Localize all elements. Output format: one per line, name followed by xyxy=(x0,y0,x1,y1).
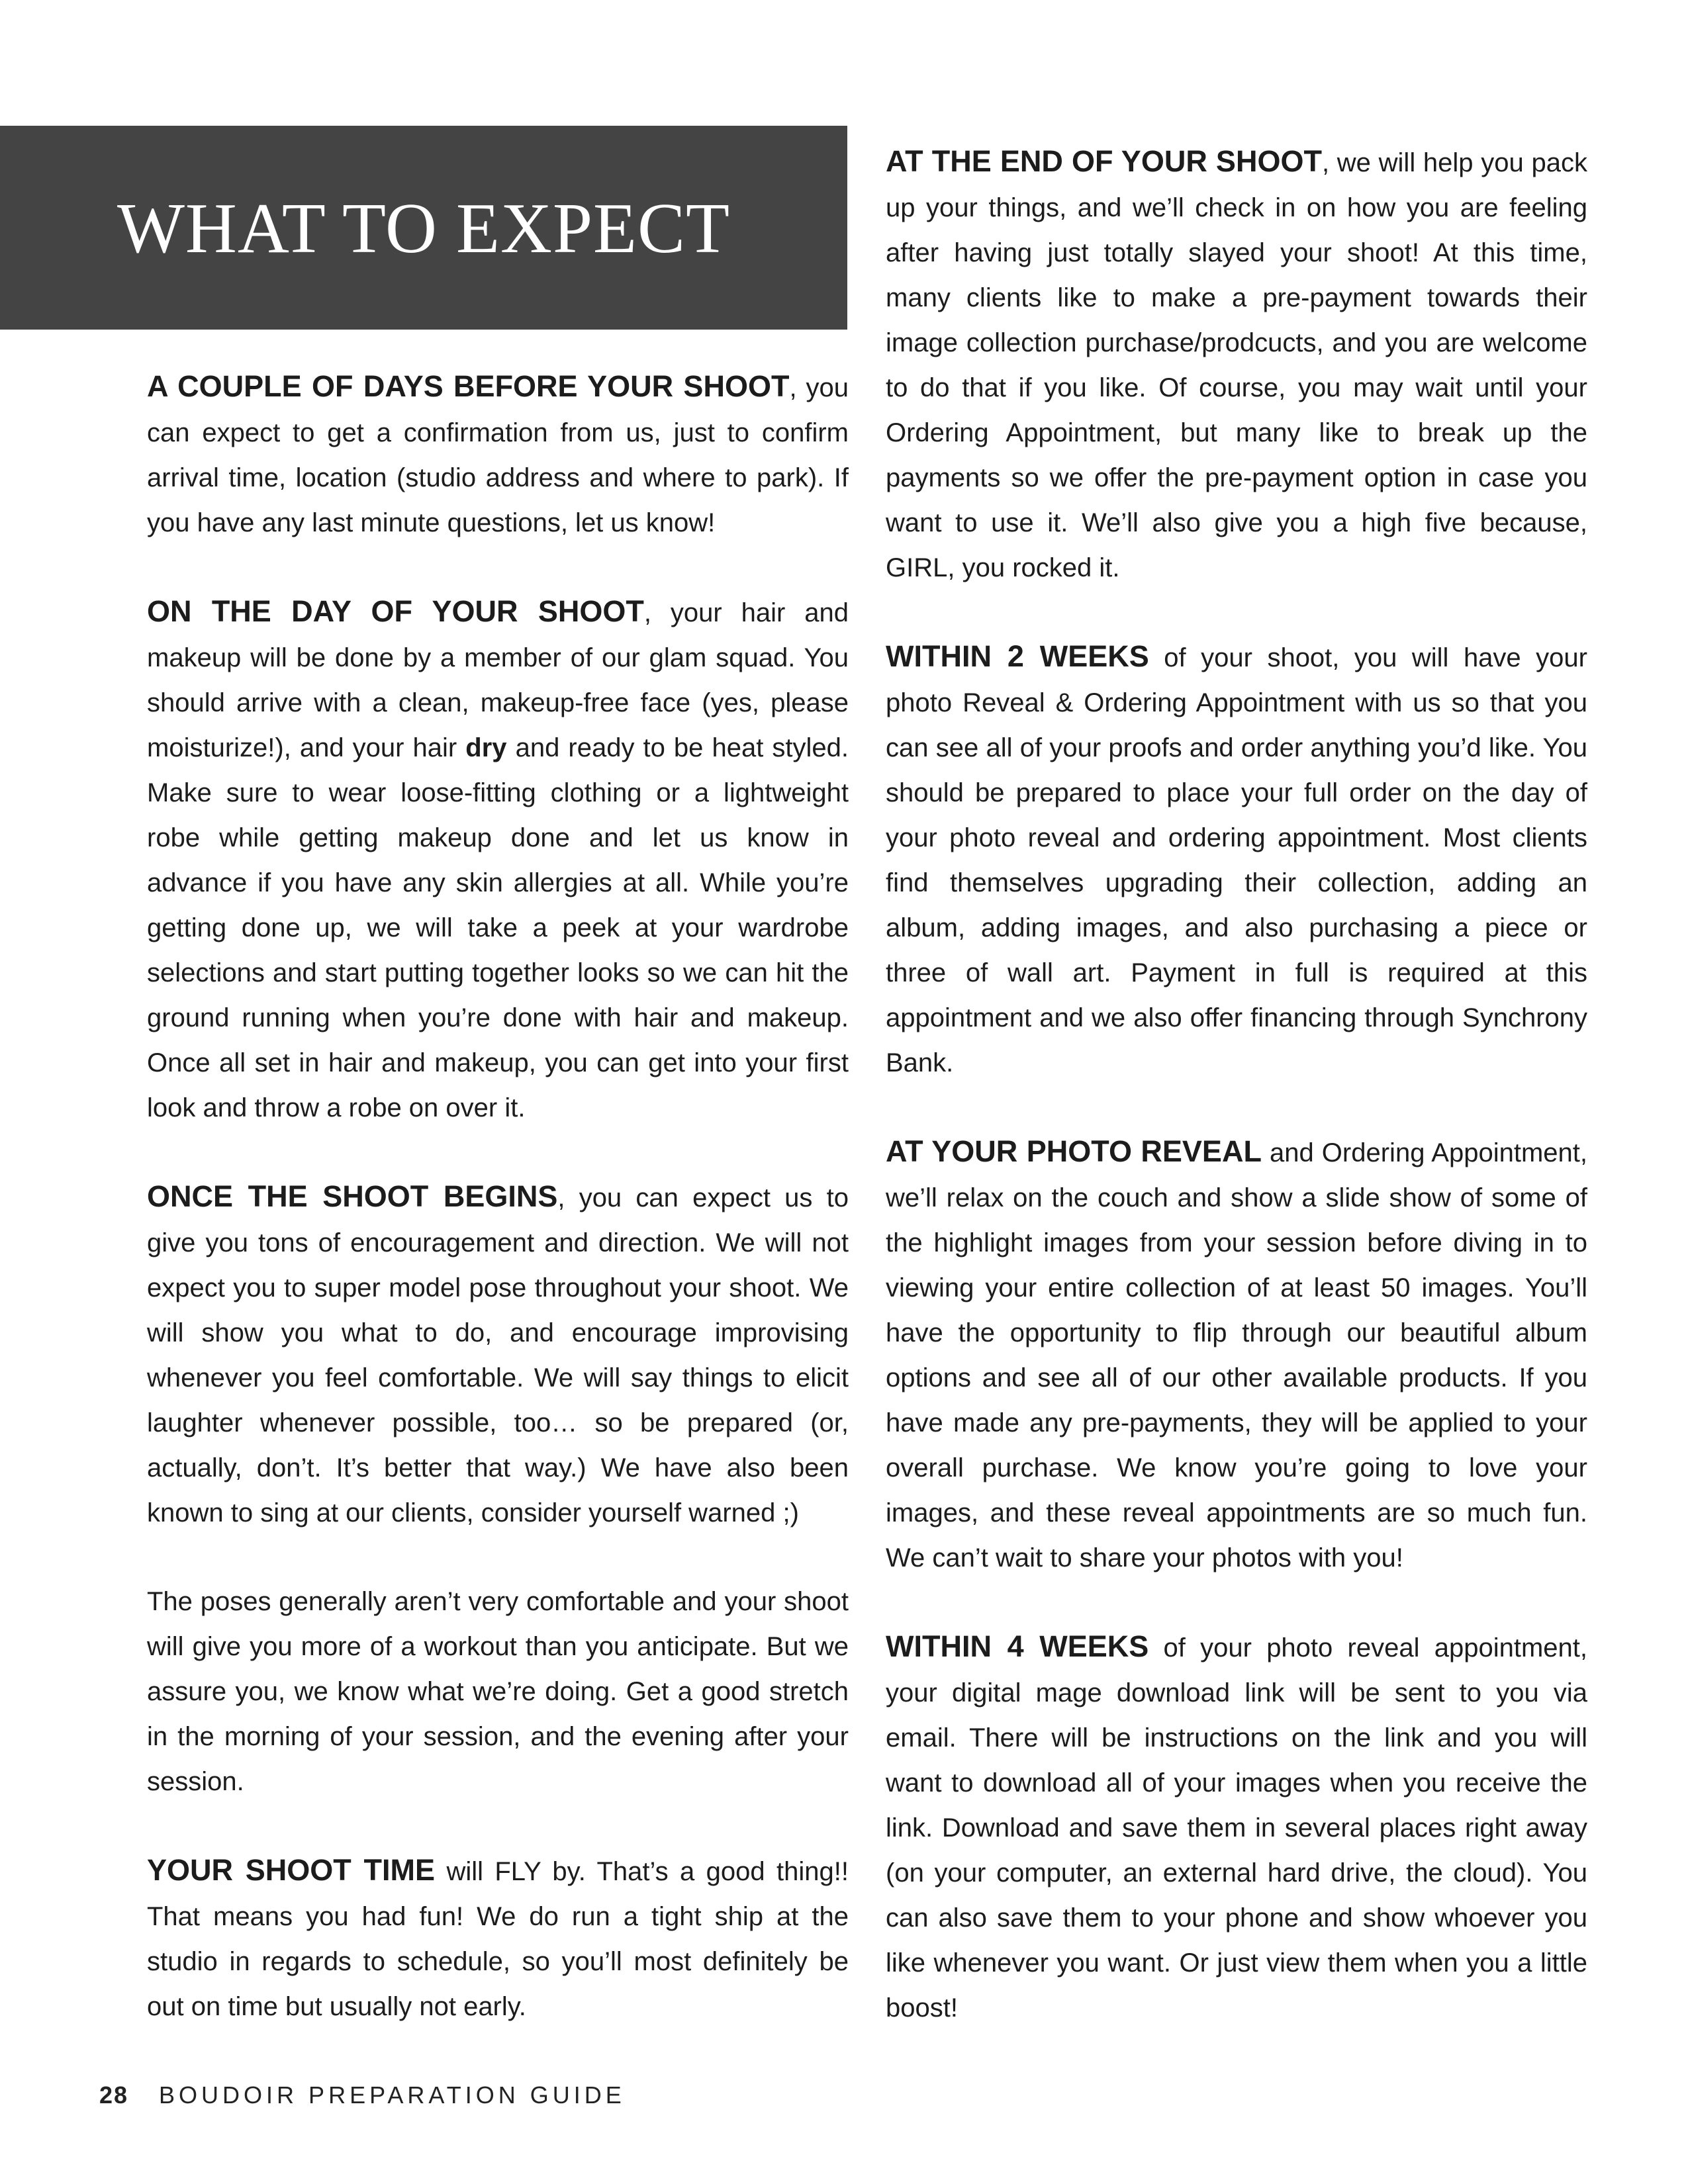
paragraph-day-of-shoot xyxy=(147,589,849,1130)
paragraph-text: of your shoot, you will have your photo Reveal & Ordering Appointment with us so that you can see all of your proofs and order anything you’d like. You should be prepared to place your full order on the day of your photo reveal and ordering appointment. Most clients find themselves upgrading their collection, adding an album, adding images, and also purchasing a piece or three of wall art. Payment in full is required at this appointment and we also offer financing through Synchrony Bank. xyxy=(886,643,1587,1077)
guide-title: BOUDOIR PREPARATION GUIDE xyxy=(159,2081,626,2109)
paragraph-lead: AT YOUR PHOTO REVEAL xyxy=(886,1134,1262,1168)
paragraph-lead: ON THE DAY OF YOUR SHOOT xyxy=(147,594,644,628)
page-footer xyxy=(99,2081,626,2109)
title-banner xyxy=(0,126,847,330)
paragraph-within-2-weeks xyxy=(886,634,1587,1085)
left-column xyxy=(147,364,849,2073)
right-column xyxy=(886,139,1587,2074)
paragraph-lead: YOUR SHOOT TIME xyxy=(147,1853,436,1887)
paragraph-shoot-time xyxy=(147,1848,849,2029)
paragraph-text: and Ordering Appointment, we’ll relax on the couch and show a slide show of some of the highlight images from your session before diving in to viewing your entire collection of at least 50 images. You’ll have the opportunity to flip through our beautiful album options and see all of our other available products. If you have made any pre-payments, they will be applied to your overall purchase. We know you’re going to love your images, and these reveal appointments are so much fun. We can’t wait to share your photos with you! xyxy=(886,1138,1587,1572)
paragraph-lead: ONCE THE SHOOT BEGINS xyxy=(147,1179,558,1213)
paragraph-text: , you can expect to get a confirmation from us, just to confirm arrival time, location (studio address and where to park). If you have any last minute questions, let us know! xyxy=(147,373,849,537)
paragraph-text: , your hair and makeup will be done by a member of our glam squad. You should arrive with a clean, makeup-free face (yes, please moisturize!), and your hair xyxy=(147,598,849,762)
paragraph-end-of-shoot xyxy=(886,139,1587,590)
paragraph-within-4-weeks xyxy=(886,1624,1587,2030)
paragraph-before-shoot xyxy=(147,364,849,545)
paragraph-shoot-begins xyxy=(147,1174,849,1535)
paragraph-text: , you can expect us to give you tons of encouragement and direction. We will not expect you to super model pose throughout your shoot. We will show you what to do, and encourage improvising whenever you feel comfortable. We will say things to elicit laughter whenever possible, too… so be prepared (or, actually, don’t. It’s better that way.) We have also been known to sing at our clients, consider yourself warned ;) xyxy=(147,1183,849,1527)
page-title: WHAT TO EXPECT xyxy=(117,189,731,268)
paragraph-text: and ready to be heat styled. Make sure to wear loose-fitting clothing or a lightweight robe while getting makeup done and let us know in advance if you have any skin allergies at all. While you’re getting done up, we will take a peek at your wardrobe selections and start putting together looks so we can hit the ground running when you’re done with hair and makeup. Once all set in hair and makeup, you can get into your first look and throw a robe on over it. xyxy=(147,733,849,1122)
paragraph-lead: WITHIN 2 WEEKS xyxy=(886,639,1149,673)
paragraph-lead: A COUPLE OF DAYS BEFORE YOUR SHOOT xyxy=(147,369,790,403)
paragraph-photo-reveal xyxy=(886,1129,1587,1580)
paragraph-lead: WITHIN 4 WEEKS xyxy=(886,1629,1149,1663)
paragraph-poses xyxy=(147,1579,849,1804)
paragraph-lead: AT THE END OF YOUR SHOOT xyxy=(886,144,1322,178)
paragraph-text: The poses generally aren’t very comfortable and your shoot will give you more of a workout than you anticipate. But we assure you, we know what we’re doing. Get a good stretch in the morning of your session, and the evening after your session. xyxy=(147,1587,849,1796)
bold-word: dry xyxy=(465,733,507,762)
paragraph-text: will FLY by. That’s a good thing!! That means you had fun! We do run a tight ship at the studio in regards to schedule, so you’ll most definitely be out on time but usually not early. xyxy=(147,1857,849,2021)
page-number: 28 xyxy=(99,2081,129,2109)
paragraph-text: , we will help you pack up your things, and we’ll check in on how you are feeling after having just totally slayed your shoot! At this time, many clients like to make a pre-payment towards their image collection purchase/prodcucts, and you are welcome to do that if you like. Of course, you may wait until your Ordering Appointment, but many like to break up the payments so we offer the pre-payment option in case you want to use it. We’ll also give you a high five because, GIRL, you rocked it. xyxy=(886,148,1588,582)
paragraph-text: of your photo reveal appointment, your digital mage download link will be sent to you via email. There will be instructions on the link and you will want to download all of your images when you receive the link. Download and save them in several places right away (on your computer, an external hard drive, the cloud). You can also save them to your phone and show whoever you like whenever you want. Or just view them when you a little boost! xyxy=(886,1633,1587,2023)
